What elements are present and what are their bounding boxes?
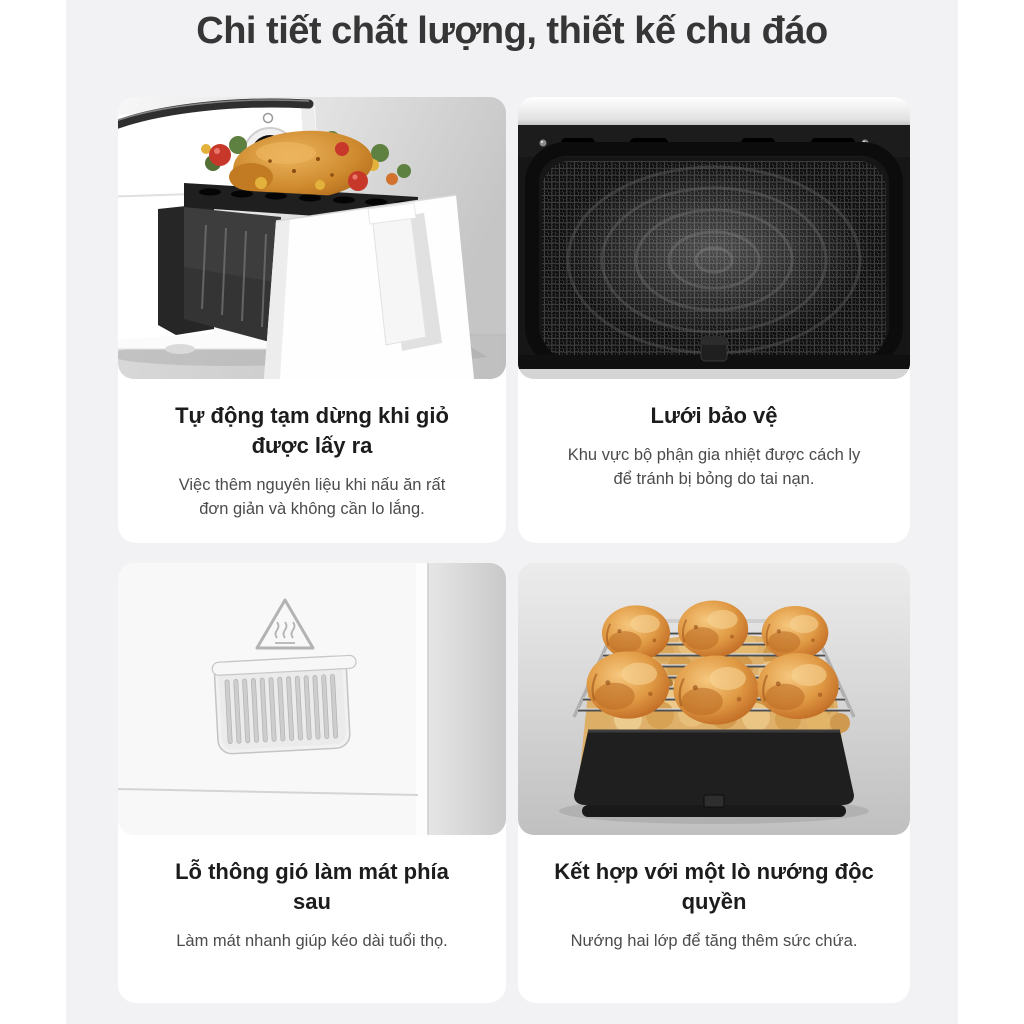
feature-card-grill-combo [518, 563, 910, 1003]
double-layer-grill-rack-photo [518, 563, 910, 835]
feature-card-auto-pause [118, 97, 506, 543]
air-fryer-open-basket-photo [118, 97, 506, 379]
feature-heading: Lưới bảo vệ [650, 403, 778, 428]
cooling-vent-grille [212, 655, 361, 754]
feature-body: Nướng hai lớp để tăng thêm sức chứa. [570, 932, 858, 950]
black-baking-tray [574, 731, 854, 817]
rear-cooling-vent-photo [118, 563, 506, 835]
feature-body: Việc thêm nguyên liệu khi nấu ăn rất đơn giản và không cần lo lắng. [178, 476, 446, 518]
page-title: Chi tiết chất lượng, thiết kế chu đáo [196, 10, 828, 52]
feature-body: Làm mát nhanh giúp kéo dài tuổi thọ. [176, 932, 448, 950]
heating-element-protective-mesh-photo [518, 97, 910, 379]
feature-body: Khu vực bộ phận gia nhiệt được cách ly để tránh bị bỏng do tai nạn. [567, 446, 861, 488]
feature-heading: Lỗ thông gió làm mát phía sau [175, 859, 449, 914]
protective-mesh-grid [542, 161, 886, 359]
feature-heading: Kết hợp với một lò nướng độc quyền [554, 859, 874, 914]
basket-front-panel [264, 195, 474, 379]
feature-card-protective-mesh [518, 97, 910, 543]
feature-heading: Tự động tạm dừng khi giỏ được lấy ra [175, 403, 449, 458]
feature-card-cooling-vent [118, 563, 506, 1003]
basket-latch-tab [701, 337, 727, 361]
chicken-wings [587, 601, 839, 725]
